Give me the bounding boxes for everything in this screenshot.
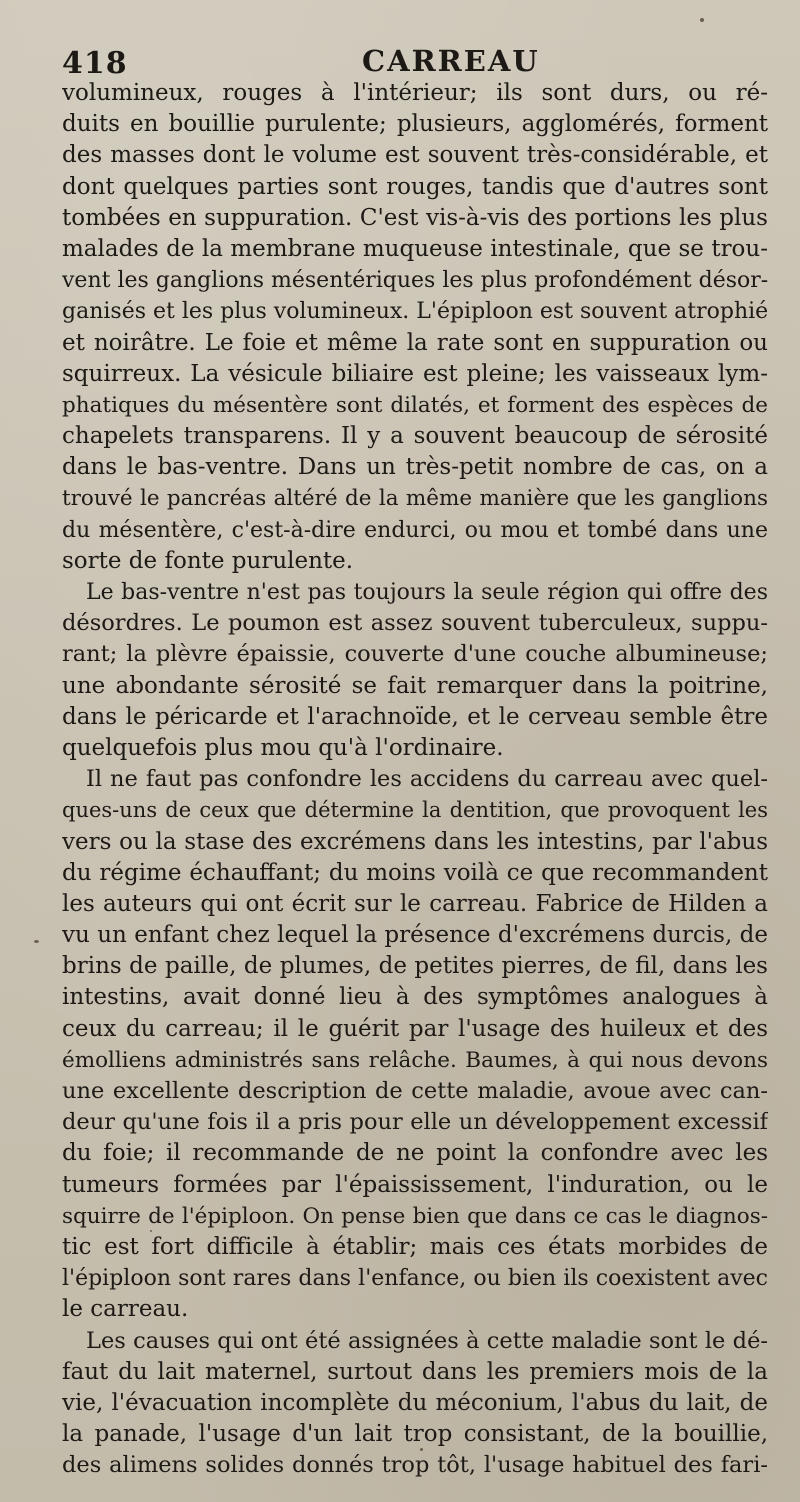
paper-speck [34, 940, 39, 943]
text-line: Le bas-ventre n'est pas toujours la seule région qui offre des [86, 580, 768, 605]
page-header [62, 40, 762, 80]
text-line: Il ne faut pas confondre les accidens du carreau avec quel- [86, 766, 768, 793]
text-line: tombées en suppuration. C'est vis-à-vis des portions les plus [62, 204, 768, 231]
text-line: dans le péricarde et l'arachnoïde, et le cerveau semble être [62, 703, 768, 730]
paper-speck [150, 1230, 152, 1232]
text-line: vie, l'évacuation incomplète du méconium, l'abus du lait, de [62, 1389, 768, 1416]
text-line: rant; la plèvre épaissie, couverte d'une couche albumineuse; [62, 641, 768, 668]
text-line: dont quelques parties sont rouges, tandis que d'autres sont [62, 173, 768, 200]
text-line: tic est fort difficile à établir; mais ces états morbides de [62, 1233, 768, 1260]
text-line: vu un enfant chez lequel la présence d'excrémens durcis, de [62, 922, 768, 949]
text-line: l'épiploon sont rares dans l'enfance, ou bien ils coexistent avec [62, 1266, 768, 1292]
text-line: squirreux. La vésicule biliaire est pleine; les vaisseaux lym- [62, 360, 768, 387]
text-line: les auteurs qui ont écrit sur le carreau. Fabrice de Hilden a [62, 890, 768, 917]
text-line: vent les ganglions mésentériques les plus profondément désor- [62, 268, 768, 294]
text-line: ceux du carreau; il le guérit par l'usage des huileux et des [62, 1015, 768, 1042]
text-line: malades de la membrane muqueuse intestinale, que se trou- [62, 235, 768, 262]
text-line: sorte de fonte purulente. [62, 547, 354, 574]
text-line: des alimens solides donnés trop tôt, l'usage habituel des fari- [62, 1452, 768, 1479]
text-line: émolliens administrés sans relâche. Baumes, à qui nous devons [62, 1047, 768, 1073]
text-line: une excellente description de cette maladie, avoue avec can- [62, 1078, 768, 1104]
text-line: des masses dont le volume est souvent très-considérable, et [62, 142, 768, 169]
text-line: chapelets transparens. Il y a souvent beaucoup de sérosité [62, 423, 768, 450]
text-line: du mésentère, c'est-à-dire endurci, ou mou et tombé dans une [62, 517, 768, 543]
text-line: Les causes qui ont été assignées à cette maladie sont le dé- [86, 1327, 768, 1354]
text-line: quelquefois plus mou qu'à l'ordinaire. [62, 734, 504, 761]
text-line: la panade, l'usage d'un lait trop consistant, de la bouillie, [62, 1421, 768, 1448]
page-number: 418 [62, 46, 128, 81]
text-line: volumineux, rouges à l'intérieur; ils sont durs, ou ré- [62, 80, 768, 106]
text-line: du régime échauffant; du moins voilà ce que recommandent [62, 859, 768, 886]
paper-speck [700, 18, 704, 22]
body-text [62, 78, 768, 1481]
text-line: désordres. Le poumon est assez souvent tuberculeux, suppu- [62, 610, 768, 637]
paper-speck [420, 1448, 423, 1451]
text-line: brins de paille, de plumes, de petites pierres, de fil, dans les [62, 953, 768, 980]
text-line: trouvé le pancréas altéré de la même manière que les ganglions [62, 486, 768, 512]
text-line: le carreau. [62, 1296, 189, 1323]
text-line: du foie; il recommande de ne point la confondre avec les [62, 1140, 768, 1167]
text-line: faut du lait maternel, surtout dans les premiers mois de la [62, 1358, 768, 1385]
text-line: et noirâtre. Le foie et même la rate sont en suppuration ou [62, 329, 768, 356]
text-line: dans le bas-ventre. Dans un très-petit nombre de cas, on a [62, 454, 768, 481]
running-title: CARREAU [362, 44, 540, 78]
text-line: tumeurs formées par l'épaississement, l'induration, ou le [62, 1171, 768, 1198]
text-line: vers ou la stase des excrémens dans les intestins, par l'abus [62, 828, 768, 855]
text-line: phatiques du mésentère sont dilatés, et forment des espèces de [62, 392, 768, 418]
text-line: une abondante sérosité se fait remarquer dans la poitrine, [62, 672, 768, 699]
text-line: intestins, avait donné lieu à des symptômes analogues à [62, 984, 768, 1011]
text-line: duits en bouillie purulente; plusieurs, agglomérés, forment [62, 111, 768, 138]
text-line: deur qu'une fois il a pris pour elle un développement excessif [62, 1109, 768, 1136]
text-line: ques-uns de ceux que détermine la dentition, que provoquent les [62, 798, 768, 823]
text-line: squirre de l'épiploon. On pense bien que dans ce cas le diagnos- [62, 1203, 768, 1229]
text-line: ganisés et les plus volumineux. L'épiploon est souvent atrophié [62, 299, 768, 325]
